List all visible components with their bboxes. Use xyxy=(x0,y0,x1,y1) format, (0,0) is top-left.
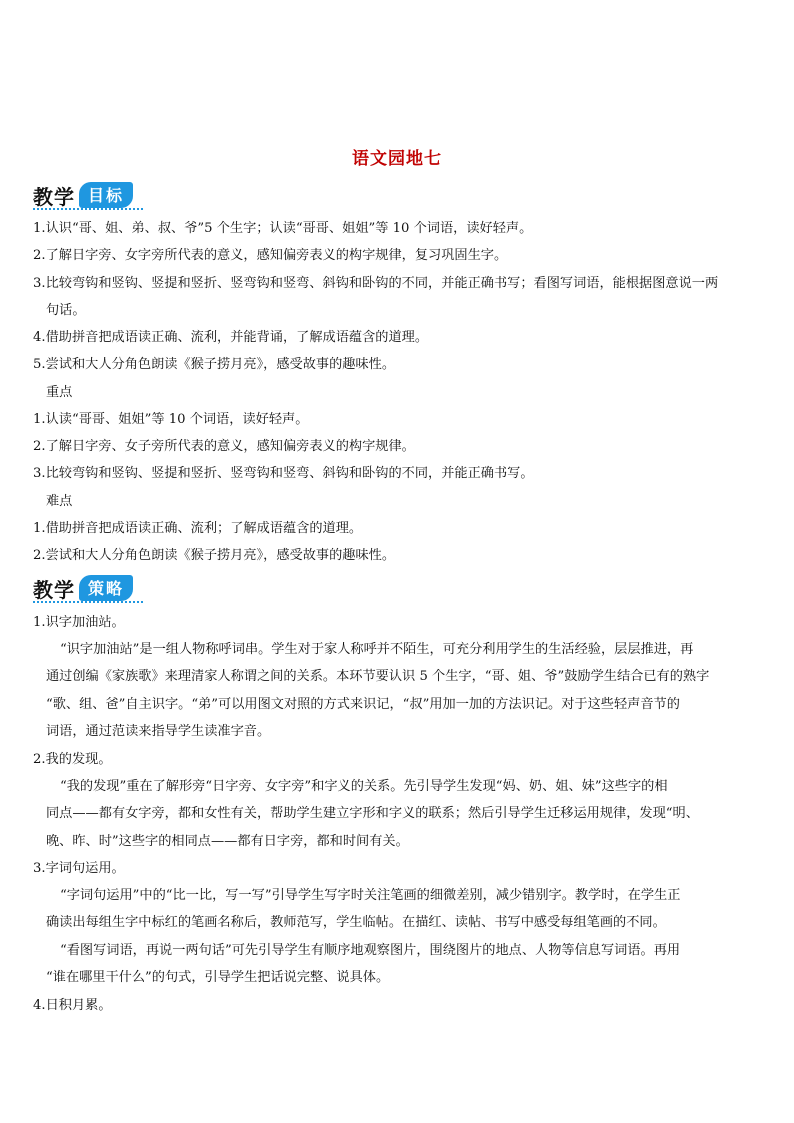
strategy-paragraph-line: 晚、昨、时”这些字的相同点——都有日字旁，都和时间有关。 xyxy=(46,834,409,849)
strategy-paragraph-line: 通过创编《家族歌》来理清家人称谓之间的关系。本环节要认识 5 个生字，“哥、姐、爷”鼓励学生结合已有的熟字 xyxy=(46,669,710,684)
objective-item: 3.比较弯钩和竖钩、竖提和竖折、竖弯钩和竖弯、斜钩和卧钩的不同，并能正确书写；看图写词语，能根据图意说一两 xyxy=(33,276,719,291)
objective-item: 2.了解日字旁、女字旁所代表的意义，感知偏旁表义的构字规律，复习巩固生字。 xyxy=(33,248,508,263)
page-title: 语文园地七 xyxy=(352,149,442,169)
strategy-paragraph-line: “我的发现”重在了解形旁“日字旁、女字旁”和字义的关系。先引导学生发现“妈、奶、姐、妹”这些字的相 xyxy=(60,779,668,794)
difficulty-item: 2.尝试和大人分角色朗读《猴子捞月亮》，感受故事的趣味性。 xyxy=(33,548,396,563)
strategy-paragraph-line: “字词句运用”中的“比一比，写一写”引导学生写字时关注笔画的细微差别，减少错别字。教学时，在学生正 xyxy=(60,888,681,903)
key-point-item: 3.比较弯钩和竖钩、竖提和竖折、竖弯钩和竖弯、斜钩和卧钩的不同，并能正确书写。 xyxy=(33,466,534,481)
strategy-paragraph-line: “歌、组、爸”自主识字。“弟”可以用图文对照的方式来识记，“叔”用加一加的方法识记。对于这些轻声音节的 xyxy=(46,697,680,712)
strategy-title: 4.日积月累。 xyxy=(33,998,112,1013)
objective-item-continued: 句话。 xyxy=(46,303,86,318)
objective-item: 5.尝试和大人分角色朗读《猴子捞月亮》，感受故事的趣味性。 xyxy=(33,357,396,372)
key-point-item: 2.了解日字旁、女子旁所代表的意义，感知偏旁表义的构字规律。 xyxy=(33,439,415,454)
strategy-paragraph-line: 同点——都有女字旁，都和女性有关，帮助学生建立字形和字义的联系；然后引导学生迁移运用规律，发现“明、 xyxy=(46,806,699,821)
section-header-pill: 策略 xyxy=(79,575,133,601)
section-header-pill: 目标 xyxy=(79,182,133,208)
strategy-paragraph-line: 确读出每组生字中标红的笔画名称后，教师范写，学生临帖。在描红、读帖、书写中感受每组笔画的不同。 xyxy=(46,915,666,930)
dotted-underline xyxy=(33,601,143,603)
section-header-label: 教学 xyxy=(33,184,75,209)
difficulties-label: 难点 xyxy=(46,494,73,509)
strategy-title: 3.字词句运用。 xyxy=(33,861,125,876)
key-points-label: 重点 xyxy=(46,385,73,400)
difficulty-item: 1.借助拼音把成语读正确、流利；了解成语蕴含的道理。 xyxy=(33,521,363,536)
strategy-title: 2.我的发现。 xyxy=(33,752,112,767)
strategy-paragraph-line: 词语，通过范读来指导学生读准字音。 xyxy=(46,724,271,739)
dotted-underline xyxy=(33,208,143,210)
key-point-item: 1.认读“哥哥、姐姐”等 10 个词语，读好轻声。 xyxy=(33,412,309,427)
objective-item: 1.认识“哥、姐、弟、叔、爷”5 个生字；认读“哥哥、姐姐”等 10 个词语，读好轻声。 xyxy=(33,221,533,236)
strategy-paragraph-line: “看图写词语，再说一两句话”可先引导学生有顺序地观察图片，围绕图片的地点、人物等信息写词语。再用 xyxy=(60,943,681,958)
objective-item: 4.借助拼音把成语读正确、流利，并能背诵，了解成语蕴含的道理。 xyxy=(33,330,429,345)
strategy-title: 1.识字加油站。 xyxy=(33,615,125,630)
strategy-paragraph-line: “谁在哪里干什么”的句式，引导学生把话说完整、说具体。 xyxy=(46,970,390,985)
section-header-label: 教学 xyxy=(33,577,75,602)
section-header-strategies xyxy=(33,574,133,602)
section-header-objectives xyxy=(33,181,133,209)
strategy-paragraph-line: “识字加油站”是一组人物称呼词串。学生对于家人称呼并不陌生，可充分利用学生的生活经验，层层推进，再 xyxy=(60,642,694,657)
